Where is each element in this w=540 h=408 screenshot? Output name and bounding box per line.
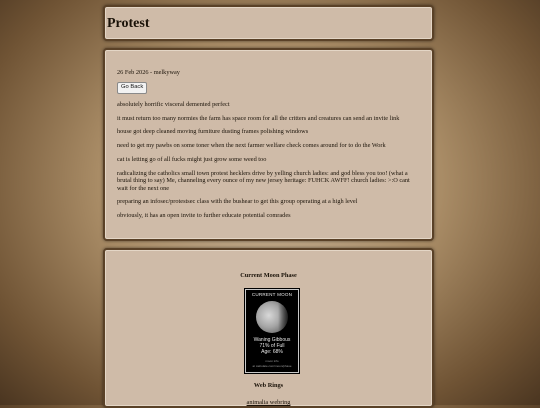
webring-link[interactable]: animalia webring — [246, 399, 291, 406]
moon-phase-name: Waning Gibbous — [253, 337, 291, 343]
moon-widget-title: CURRENT MOON — [251, 292, 293, 297]
post-paragraph: absolutely horrific visceral demented perfect — [117, 100, 230, 108]
moon-phase-widget[interactable] — [245, 289, 299, 373]
post-paragraph: obviously, it has an open invite to further educate potential comrades — [117, 212, 291, 220]
post-paragraph: cat is letting go of all fucks might just grow some weed too — [117, 156, 267, 163]
moon-percent-full: 71% of Full — [259, 343, 285, 349]
moon-credit: at calculate.com/moon/phase — [252, 364, 292, 368]
post-meta: 26 Feb 2026 - melkyway — [117, 69, 180, 76]
post-paragraph: house got deep cleaned moving furniture dusting frames polishing windows — [117, 128, 309, 136]
post-paragraph: need to get my pawbs on some toner when the next farmer welfare check comes around for to do the Work — [117, 142, 386, 150]
post-paragraph: it must return too many normies the farm has space room for all the critters and creatures can send an invite link — [117, 114, 400, 122]
moon-age: Age: 68% — [261, 349, 283, 355]
sidebar-panel — [103, 248, 434, 408]
moon-phase-heading: Current Moon Phase — [240, 272, 297, 279]
moon-icon — [256, 301, 288, 333]
webrings-heading: Web Rings — [253, 382, 284, 389]
title-panel — [103, 5, 434, 41]
moon-info-link[interactable]: moon info — [265, 359, 279, 363]
page-title: Protest — [107, 16, 150, 31]
go-back-button[interactable]: Go Back — [117, 82, 147, 93]
post-paragraph: radicalizing the catholics small town protest hecklers drive by yelling church ladies: and god bless you too! (what a brutal thing to say) Me, channeling every ounce of my new jersey heritage: FUHCK AWFF! church ladies: >:O cant wait for the next one — [117, 169, 410, 192]
post-panel — [103, 48, 434, 241]
post-paragraph: preparing an infosec/protestsec class with the bushear to get this group operating at a high level — [117, 198, 358, 206]
